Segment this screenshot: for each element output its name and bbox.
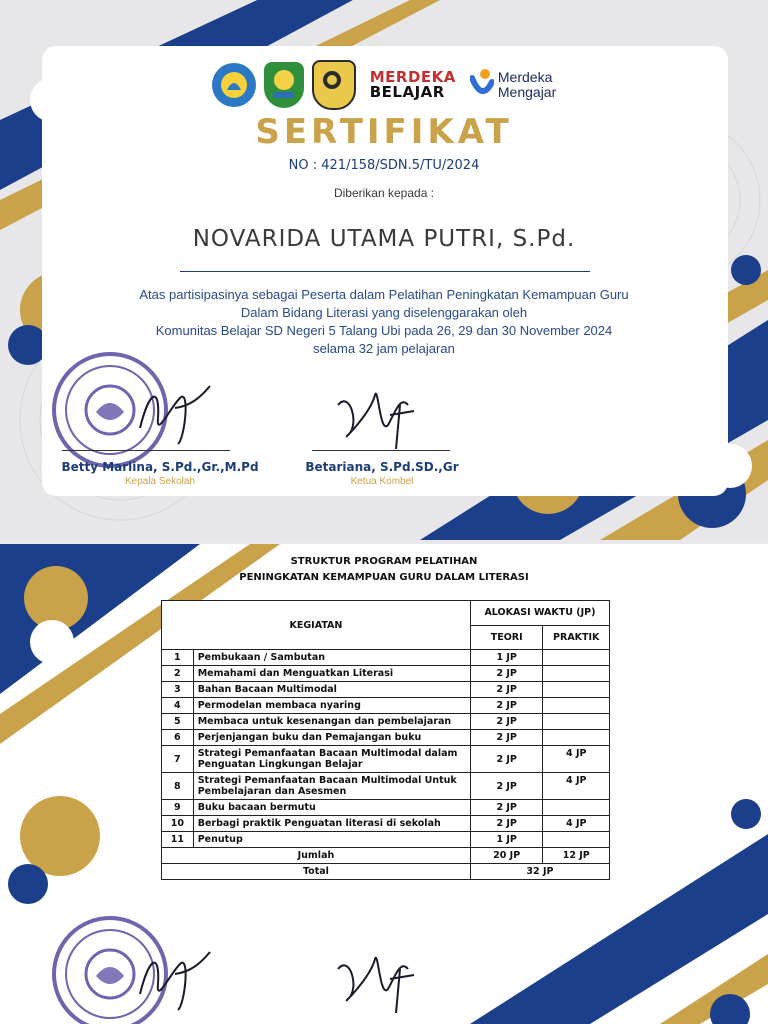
row-number: 6 <box>162 730 194 746</box>
signature-right-icon <box>330 385 420 455</box>
program-table <box>161 600 610 880</box>
row-praktik <box>543 714 610 730</box>
table-row <box>162 666 610 682</box>
header-praktik: PRAKTIK <box>543 625 610 650</box>
signature-left-icon <box>130 378 220 448</box>
program-table-body <box>162 650 610 848</box>
row-teori: 2 JP <box>470 682 543 698</box>
row-number: 2 <box>162 666 194 682</box>
signer-left-role: Kepala Sekolah <box>124 476 196 487</box>
total-row <box>162 864 610 880</box>
row-number: 1 <box>162 650 194 666</box>
certificate-number: NO : 421/158/SDN.5/TU/2024 <box>288 158 480 173</box>
program-title-line2: PENINGKATAN KEMAMPUAN GURU DALAM LITERASI <box>239 572 529 583</box>
row-praktik: 4 JP <box>543 816 610 832</box>
school-emblem-icon <box>312 60 356 110</box>
row-teori: 2 JP <box>470 666 543 682</box>
signer-left-name: Betty Marlina, S.Pd.,Gr.,M.Pd <box>61 460 259 474</box>
body-line-2: Dalam Bidang Literasi yang diselenggarakan oleh <box>240 305 528 320</box>
signer-right-role: Ketua Kombel <box>350 476 414 487</box>
recipient-name: NOVARIDA UTAMA PUTRI, S.Pd. <box>192 226 576 252</box>
table-row <box>162 714 610 730</box>
table-row <box>162 816 610 832</box>
table-row <box>162 746 610 773</box>
row-kegiatan: Strategi Pemanfaatan Bacaan Multimodal dalam Penguatan Lingkungan Belajar <box>193 746 470 773</box>
merdeka-mengajar-line2: Mengajar <box>497 84 557 100</box>
row-kegiatan: Perjenjangan buku dan Pemajangan buku <box>193 730 470 746</box>
body-line-3: Komunitas Belajar SD Negeri 5 Talang Ubi pada 26, 29 dan 30 November 2024 <box>155 323 613 338</box>
signature-right-icon-2 <box>330 949 420 1019</box>
header-teori: TEORI <box>470 625 543 650</box>
merdeka-mengajar-logo <box>470 68 556 102</box>
table-row <box>162 773 610 800</box>
regency-emblem-icon <box>264 62 304 108</box>
logo-row <box>0 60 768 110</box>
jumlah-praktik: 12 JP <box>543 848 610 864</box>
row-kegiatan: Berbagi praktik Penguatan literasi di sekolah <box>193 816 470 832</box>
row-praktik <box>543 730 610 746</box>
certificate-body <box>0 286 768 358</box>
tut-wuri-handayani-logo-icon <box>212 63 256 107</box>
header-kegiatan: KEGIATAN <box>162 601 471 650</box>
row-teori: 2 JP <box>470 698 543 714</box>
row-kegiatan: Buku bacaan bermutu <box>193 800 470 816</box>
jumlah-row <box>162 848 610 864</box>
merdeka-belajar-line2: BELAJAR <box>369 83 445 101</box>
table-row <box>162 698 610 714</box>
body-line-1: Atas partisipasinya sebagai Peserta dalam Pelatihan Peningkatan Kemampuan Guru <box>139 287 629 302</box>
table-row <box>162 650 610 666</box>
row-kegiatan: Pembukaan / Sambutan <box>193 650 470 666</box>
row-praktik <box>543 800 610 816</box>
row-number: 5 <box>162 714 194 730</box>
signer-right-name: Betariana, S.Pd.SD.,Gr <box>305 460 459 474</box>
signature-line-left <box>62 450 230 451</box>
jumlah-teori: 20 JP <box>470 848 543 864</box>
row-kegiatan: Permodelan membaca nyaring <box>193 698 470 714</box>
row-teori: 2 JP <box>470 714 543 730</box>
row-teori: 2 JP <box>470 800 543 816</box>
header-alokasi: ALOKASI WAKTU (JP) <box>470 601 609 626</box>
row-teori: 2 JP <box>470 816 543 832</box>
signature-left-icon-2 <box>130 944 220 1014</box>
row-praktik: 4 JP <box>543 773 610 800</box>
row-kegiatan: Membaca untuk kesenangan dan pembelajaran <box>193 714 470 730</box>
table-row <box>162 730 610 746</box>
merdeka-mengajar-line1: Merdeka <box>497 69 553 85</box>
row-kegiatan: Bahan Bacaan Multimodal <box>193 682 470 698</box>
row-praktik: 4 JP <box>543 746 610 773</box>
row-kegiatan: Memahami dan Menguatkan Literasi <box>193 666 470 682</box>
merdeka-belajar-logo <box>370 70 456 100</box>
row-teori: 2 JP <box>470 730 543 746</box>
row-kegiatan: Strategi Pemanfaatan Bacaan Multimodal Untuk Pembelajaran dan Asesmen <box>193 773 470 800</box>
program-title-line1: STRUKTUR PROGRAM PELATIHAN <box>290 556 478 567</box>
row-teori: 1 JP <box>470 832 543 848</box>
row-number: 8 <box>162 773 194 800</box>
row-number: 3 <box>162 682 194 698</box>
row-praktik <box>543 666 610 682</box>
row-teori: 2 JP <box>470 746 543 773</box>
given-to-label: Diberikan kepada : <box>333 186 435 200</box>
row-praktik <box>543 698 610 714</box>
merdeka-mengajar-mark-icon <box>470 68 494 102</box>
program-page <box>0 544 768 1024</box>
row-praktik <box>543 650 610 666</box>
certificate-title: SERTIFIKAT <box>255 112 513 152</box>
row-number: 4 <box>162 698 194 714</box>
merdeka-belajar-line1: MERDEKA <box>369 68 456 86</box>
body-line-4: selama 32 jam pelajaran <box>313 341 455 356</box>
table-row <box>162 800 610 816</box>
table-row <box>162 682 610 698</box>
row-kegiatan: Penutup <box>193 832 470 848</box>
table-row <box>162 832 610 848</box>
row-number: 11 <box>162 832 194 848</box>
row-number: 9 <box>162 800 194 816</box>
row-teori: 1 JP <box>470 650 543 666</box>
table-header-row <box>162 601 610 626</box>
total-value: 32 JP <box>470 864 609 880</box>
row-number: 7 <box>162 746 194 773</box>
row-number: 10 <box>162 816 194 832</box>
row-teori: 2 JP <box>470 773 543 800</box>
signature-line-right <box>312 450 450 451</box>
jumlah-label: Jumlah <box>162 848 471 864</box>
row-praktik <box>543 682 610 698</box>
name-divider <box>180 271 590 272</box>
row-praktik <box>543 832 610 848</box>
total-label: Total <box>162 864 471 880</box>
